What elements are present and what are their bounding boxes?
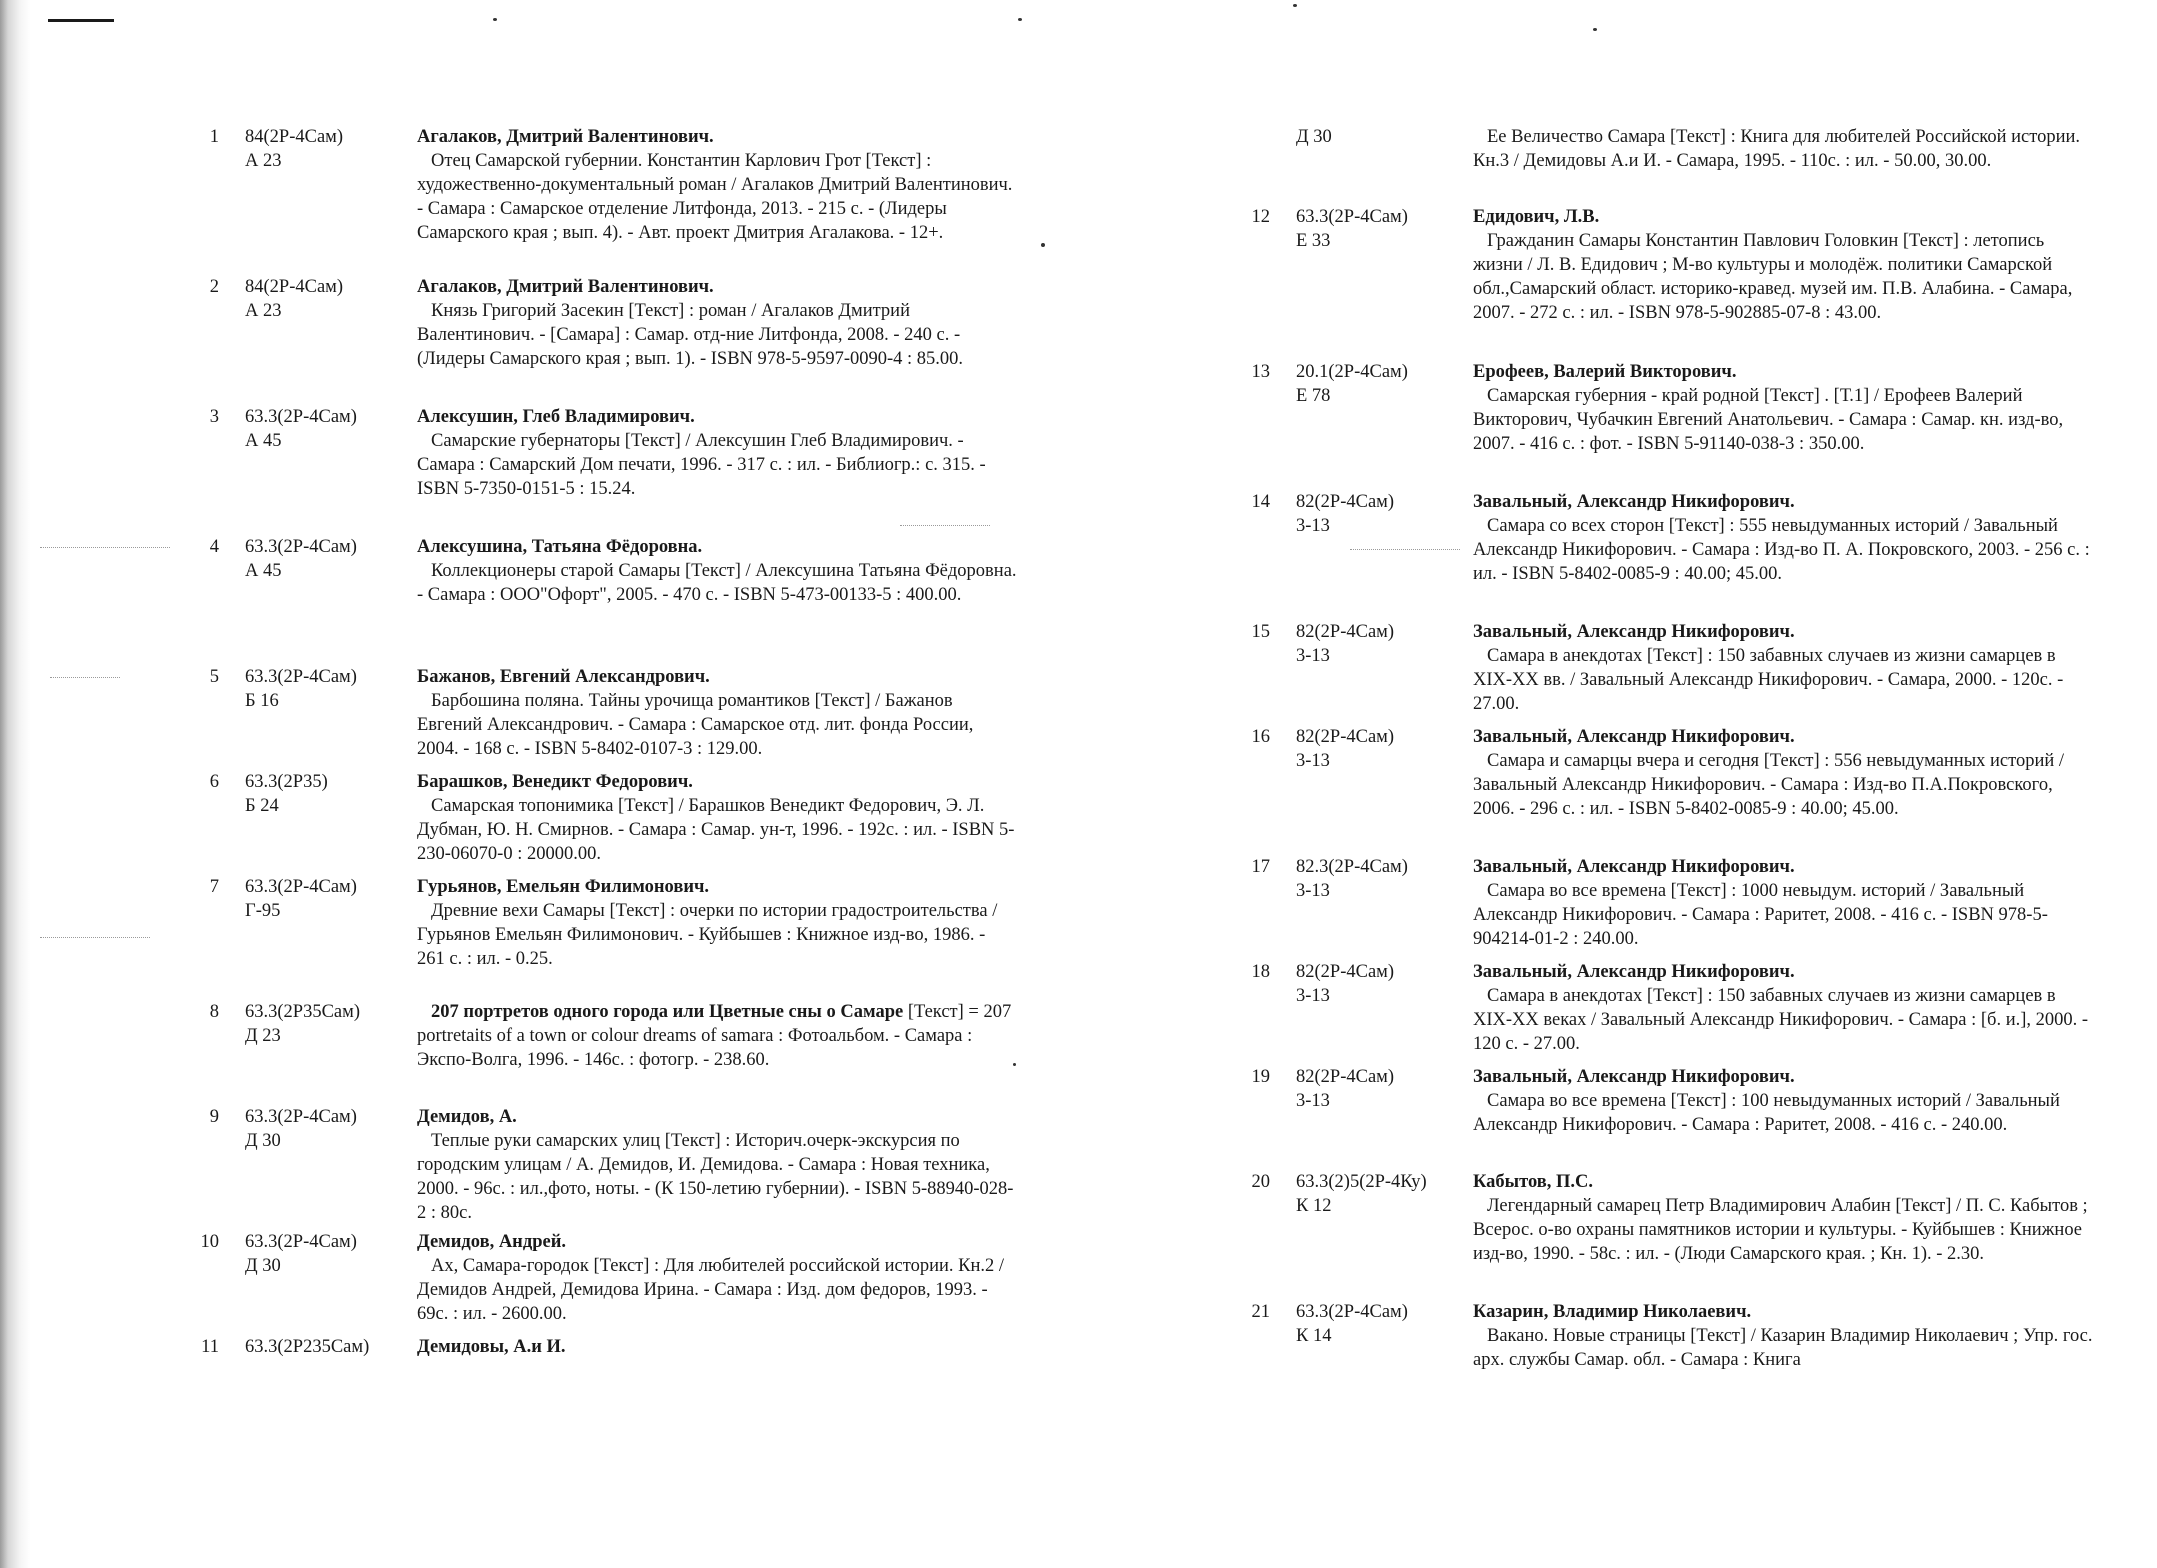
entry-description xyxy=(1473,360,2098,456)
entry-text: Гражданин Самары Константин Павлович Головкин [Текст] : летопись жизни / Л. В. Едидович ; М-во культуры и молодёж. политики Самарской обл.,Самарский област. историко-кравед. музей им. П.В. Алабина. - Самара, 2007. - 272 с. : ил. - ISBN 978-5-902885-07-8 : 43.00. xyxy=(1473,231,2073,323)
entry-text: Самарские губернаторы [Текст] / Алексушин Глеб Владимирович. - Самара : Самарский Дом печати, 1996. - 317 с. : ил. - Библиогр.: с. 315. - ISBN 5-7350-0151-5 : 15.24. xyxy=(417,431,986,499)
entry-author: Завальный, Александр Никифорович. xyxy=(1473,727,1795,747)
classification-code: 84(2Р-4Сам) А 23 xyxy=(245,277,344,321)
scan-speck xyxy=(1593,28,1597,31)
entry-number: 9 xyxy=(209,1107,219,1127)
entry-author: Завальный, Александр Никифорович. xyxy=(1473,1067,1795,1087)
entry-title-bold: 207 портретов одного города или Цветные сны о Самаре xyxy=(431,1002,904,1022)
entry-number: 4 xyxy=(209,537,219,557)
entry-number: 10 xyxy=(200,1232,219,1252)
entry-text: Самарская топонимика [Текст] / Барашков Венедикт Федорович, Э. Л. Дубман, Ю. Н. Смирнов. - Самара : Самар. ун-т, 1996. - 192с. : ил. - ISBN 5-230-06070-0 : 20000.00. xyxy=(417,796,1015,864)
entry-text: Теплые руки самарских улиц [Текст] : Историч.очерк-экскурсия по городским улицам / А. Демидов, И. Демидова. - Самара : Новая техника, 2000. - 96с. : ил.,фото, ноты. - (К 150-летию губернии). - ISBN 5-88940-028-2 : 80с. xyxy=(417,1131,1014,1223)
classification-code: 63.3(2Р35) Б 24 xyxy=(245,772,328,816)
entry-description xyxy=(417,875,1017,971)
entry-text: Самара во все времена [Текст] : 100 невыдуманных историй / Завальный Александр Никифорович. - Самара : Раритет, 2008. - 416 с. - 240.00. xyxy=(1473,1091,2060,1135)
scan-edge-shadow xyxy=(0,0,30,1568)
entry-number: 12 xyxy=(1251,207,1270,227)
scan-speck xyxy=(1041,243,1045,247)
entry-number: 13 xyxy=(1251,362,1270,382)
entry-description xyxy=(1473,1300,2098,1372)
classification-code: 63.3(2Р-4Сам) К 14 xyxy=(1296,1302,1408,1346)
entry-description xyxy=(417,770,1017,866)
entry-number: 17 xyxy=(1251,857,1270,877)
entry-author: Завальный, Александр Никифорович. xyxy=(1473,962,1795,982)
entry-number: 1 xyxy=(209,127,219,147)
scan-dotted-line xyxy=(900,525,990,526)
entry-text: Отец Самарской губернии. Константин Карлович Грот [Текст] : художественно-документальный роман / Агалаков Дмитрий Валентинович. - Самара : Самарское отделение Литфонда, 2013. - 215 с. - (Лидеры Самарского края ; вып. 4). - Авт. проект Дмитрия Агалакова. - 12+. xyxy=(417,151,1013,243)
entry-text: Древние вехи Самары [Текст] : очерки по истории градостроительства / Гурьянов Емельян Филимонович. - Куйбышев : Книжное изд-во, 1986. - 261 с. : ил. - 0.25. xyxy=(417,901,998,969)
entry-text: Ах, Самара-городок [Текст] : Для любителей российской истории. Кн.2 / Демидов Андрей, Демидова Ирина. - Самара : Изд. дом федоров, 1993. - 69с. : ил. - 2600.00. xyxy=(417,1256,1005,1324)
entry-description xyxy=(1473,960,2098,1056)
entry-description xyxy=(1473,725,2098,821)
entry-description xyxy=(1473,1065,2098,1137)
scan-speck xyxy=(493,18,497,21)
classification-code: 84(2Р-4Сам) А 23 xyxy=(245,127,344,171)
top-rule xyxy=(48,19,114,22)
entry-description xyxy=(417,1335,1017,1359)
classification-code: 82(2Р-4Сам) 3-13 xyxy=(1296,962,1395,1006)
scan-speck xyxy=(1293,4,1297,7)
entry-number: 18 xyxy=(1251,962,1270,982)
classification-code: 63.3(2Р-4Сам) Е 33 xyxy=(1296,207,1408,251)
classification-code: 63.3(2Р-4Сам) А 45 xyxy=(245,537,357,581)
entry-author: Завальный, Александр Никифорович. xyxy=(1473,857,1795,877)
scan-dotted-line xyxy=(40,937,150,938)
entry-author: Демидовы, А.и И. xyxy=(417,1337,566,1357)
entry-number: 3 xyxy=(209,407,219,427)
entry-author: Алексушина, Татьяна Фёдоровна. xyxy=(417,537,703,557)
entry-number: 5 xyxy=(209,667,219,687)
scan-dotted-line xyxy=(50,677,120,678)
entry-author: Завальный, Александр Никифорович. xyxy=(1473,622,1795,642)
classification-code: 63.3(2Р235Сам) xyxy=(245,1337,370,1357)
entry-text: Коллекционеры старой Самары [Текст] / Алексушина Татьяна Фёдоровна. - Самара : ООО"Офорт", 2005. - 470 с. - ISBN 5-473-00133-5 : 400.00. xyxy=(417,561,1017,605)
entry-author: Гурьянов, Емельян Филимонович. xyxy=(417,877,710,897)
entry-description xyxy=(417,1000,1017,1072)
scan-dotted-line xyxy=(1350,549,1460,550)
entry-text: Самара и самарцы вчера и сегодня [Текст] : 556 невыдуманных историй / Завальный Александр Никифорович. - Самара : Изд-во П.А.Покровского, 2006. - 296 с. : ил. - ISBN 5-8402-0085-9 : 40.00; 45.00. xyxy=(1473,751,2065,819)
entry-description xyxy=(417,275,1017,371)
entry-author: Ерофеев, Валерий Викторович. xyxy=(1473,362,1737,382)
entry-description xyxy=(1473,1170,2098,1266)
classification-code: 82(2Р-4Сам) 3-13 xyxy=(1296,622,1395,666)
classification-code: 63.3(2)5(2Р-4Ку) К 12 xyxy=(1296,1172,1427,1216)
entry-description xyxy=(1473,125,2098,173)
entry-author: Алексушин, Глеб Владимирович. xyxy=(417,407,695,427)
entry-number: 20 xyxy=(1251,1172,1270,1192)
entry-number: 7 xyxy=(209,877,219,897)
entry-text: Барбошина поляна. Тайны урочища романтиков [Текст] / Бажанов Евгений Александрович. - Самара : Самарское отд. лит. фонда России, 2004. - 168 с. - ISBN 5-8402-0107-3 : 129.00. xyxy=(417,691,974,759)
entry-text: Самара со всех сторон [Текст] : 555 невыдуманных историй / Завальный Александр Никифорович. - Самара : Изд-во П. А. Покровского, 2003. - 256 с. : ил. - ISBN 5-8402-0085-9 : 40.00; 45.00. xyxy=(1473,516,2090,584)
entry-description xyxy=(1473,205,2098,325)
entry-description xyxy=(417,405,1017,501)
entry-text: Вакано. Новые страницы [Текст] / Казарин Владимир Николаевич ; Упр. гос. арх. службы Самар. обл. - Самара : Книга xyxy=(1473,1326,2093,1370)
classification-code: 82(2Р-4Сам) 3-13 xyxy=(1296,1067,1395,1111)
entry-description xyxy=(417,1230,1017,1326)
classification-code: 63.3(2Р-4Сам) Д 30 xyxy=(245,1107,357,1151)
entry-number: 16 xyxy=(1251,727,1270,747)
entry-text: Ее Величество Самара [Текст] : Книга для любителей Российской истории. Кн.3 / Демидовы А.и И. - Самара, 1995. - 110с. : ил. - 50.00, 30.00. xyxy=(1473,127,2080,171)
entry-number: 21 xyxy=(1251,1302,1270,1322)
classification-code: 63.3(2Р-4Сам) Г-95 xyxy=(245,877,357,921)
entry-number: 8 xyxy=(209,1002,219,1022)
entry-text: Самара в анекдотах [Текст] : 150 забавных случаев из жизни самарцев в XIX-XX вв. / Завальный Александр Никифорович. - Самара, 2000. - 120с. - 27.00. xyxy=(1473,646,2064,714)
scan-dotted-line xyxy=(40,547,170,548)
entry-number: 19 xyxy=(1251,1067,1270,1087)
classification-code: 63.3(2Р35Сам) Д 23 xyxy=(245,1002,360,1046)
classification-code: 63.3(2Р-4Сам) Б 16 xyxy=(245,667,357,711)
scan-speck xyxy=(1018,18,1022,21)
entry-author: Едидович, Л.В. xyxy=(1473,207,1600,227)
classification-code: 20.1(2Р-4Сам) Е 78 xyxy=(1296,362,1408,406)
entry-text: Легендарный самарец Петр Владимирович Алабин [Текст] / П. С. Кабытов ; Всерос. о-во охраны памятников истории и культуры. - Куйбышев : Книжное изд-во, 1990. - 58с. : ил. - (Люди Самарского края. ; Кн. 1). - 2.30. xyxy=(1473,1196,2088,1264)
entry-number: 2 xyxy=(209,277,219,297)
entry-description xyxy=(1473,490,2098,586)
entry-author: Демидов, Андрей. xyxy=(417,1232,566,1252)
entry-author: Демидов, А. xyxy=(417,1107,517,1127)
entry-text: Самарская губерния - край родной [Текст] . [Т.1] / Ерофеев Валерий Викторович, Чубачкин Евгений Анатольевич. - Самара : Самар. кн. изд-во, 2007. - 416 с. : фот. - ISBN 5-91140-038-3 : 350.00. xyxy=(1473,386,2064,454)
entry-author: Кабытов, П.С. xyxy=(1473,1172,1593,1192)
entry-number: 15 xyxy=(1251,622,1270,642)
entry-author: Агалаков, Дмитрий Валентинович. xyxy=(417,277,714,297)
entry-author: Агалаков, Дмитрий Валентинович. xyxy=(417,127,714,147)
entry-author: Бажанов, Евгений Александрович. xyxy=(417,667,710,687)
classification-code: 82.3(2Р-4Сам) 3-13 xyxy=(1296,857,1408,901)
entry-text: [Текст] = 207 portretaits of a town or colour dreams of samara : Фотоальбом. - Самара : Экспо-Волга, 1996. - 146с. : фотогр. - 238.60. xyxy=(417,1002,1012,1070)
classification-code: Д 30 xyxy=(1296,127,1332,147)
entry-text: Самара в анекдотах [Текст] : 150 забавных случаев из жизни самарцев в XIX-XX веках / Завальный Александр Никифорович. - Самара : [б. и.], 2000. - 120 с. - 27.00. xyxy=(1473,986,2089,1054)
classification-code: 63.3(2Р-4Сам) А 45 xyxy=(245,407,357,451)
entry-text: Самара во все времена [Текст] : 1000 невыдум. историй / Завальный Александр Никифорович. - Самара : Раритет, 2008. - 416 с. - ISBN 978-5-904214-01-2 : 240.00. xyxy=(1473,881,2048,949)
entry-description xyxy=(1473,855,2098,951)
entry-author: Завальный, Александр Никифорович. xyxy=(1473,492,1795,512)
entry-description xyxy=(1473,620,2098,716)
entry-author: Барашков, Венедикт Федорович. xyxy=(417,772,693,792)
classification-code: 63.3(2Р-4Сам) Д 30 xyxy=(245,1232,357,1276)
entry-description xyxy=(417,125,1017,245)
entry-author: Казарин, Владимир Николаевич. xyxy=(1473,1302,1752,1322)
entry-description xyxy=(417,1105,1017,1225)
classification-code: 82(2Р-4Сам) 3-13 xyxy=(1296,727,1395,771)
entry-description xyxy=(417,665,1017,761)
entry-number: 6 xyxy=(209,772,219,792)
classification-code: 82(2Р-4Сам) 3-13 xyxy=(1296,492,1395,536)
entry-number: 11 xyxy=(201,1337,219,1357)
entry-description xyxy=(417,535,1017,607)
entry-text: Князь Григорий Засекин [Текст] : роман / Агалаков Дмитрий Валентинович. - [Самара] : Самар. отд-ние Литфонда, 2008. - 240 с. - (Лидеры Самарского края ; вып. 1). - ISBN 978-5-9597-0090-4 : 85.00. xyxy=(417,301,964,369)
entry-number: 14 xyxy=(1251,492,1270,512)
